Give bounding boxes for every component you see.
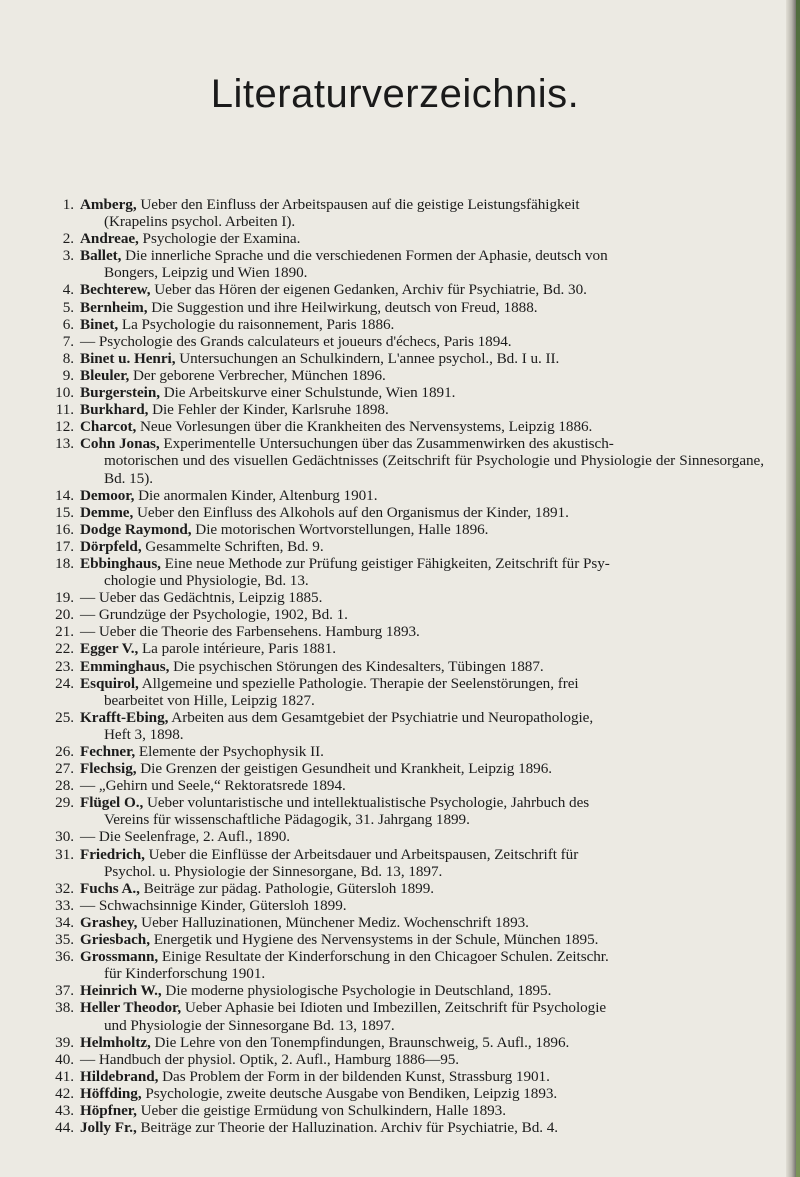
reference-author: Burkhard, (80, 401, 149, 419)
reference-text: Ueber den Einfluss der Arbeitspausen auf die geistige Leistungsfähigkeit (136, 196, 580, 213)
reference-entry (0, 846, 790, 880)
reference-text: Beiträge zur pädag. Pathologie, Gütersloh 1899. (139, 879, 435, 897)
reference-number: 35 . (28, 931, 74, 948)
reference-number: 19 . (28, 589, 74, 606)
reference-first-line (80, 367, 386, 384)
reference-author: Egger V., (80, 640, 139, 658)
reference-text: Psychologie, zweite deutsche Ausgabe von Bendiken, Leipzig 1893. (141, 1084, 558, 1102)
reference-entry (0, 675, 790, 709)
reference-text: Ueber den Einfluss des Alkohols auf den Organismus der Kinder, 1891. (133, 503, 569, 521)
reference-number: 7 . (28, 333, 74, 350)
reference-entry (0, 333, 790, 350)
reference-number: 14 . (28, 487, 74, 504)
reference-entry (0, 401, 790, 418)
reference-text: Eine neue Methode zur Prüfung geistiger Fähigkeiten, Zeitschrift für Psy- (160, 554, 610, 572)
reference-entry (0, 948, 790, 982)
reference-author: Amberg, (80, 196, 137, 213)
reference-entry (0, 247, 790, 281)
reference-author: Ebbinghaus, (80, 554, 161, 572)
reference-number: 10 . (28, 384, 74, 401)
reference-text: Ueber die geistige Ermüdung von Schulkindern, Halle 1893. (136, 1101, 506, 1119)
reference-first-line (80, 196, 580, 213)
reference-text: La Psychologie du raisonnement, Paris 1886. (118, 315, 395, 333)
reference-number: 43 . (28, 1102, 74, 1119)
reference-first-line (80, 675, 579, 692)
reference-number: 41 . (28, 1068, 74, 1085)
reference-number: 6 . (28, 316, 74, 333)
reference-first-line (80, 538, 324, 555)
reference-number: 25 . (28, 709, 74, 726)
reference-number: 38 . (28, 999, 74, 1016)
reference-author: Helmholtz, (80, 1033, 151, 1051)
reference-entry (0, 230, 790, 247)
reference-author: Fuchs A., (80, 879, 140, 897)
reference-first-line (80, 435, 614, 452)
reference-author: Esquirol, (80, 674, 139, 692)
reference-author: Charcot, (80, 418, 137, 436)
reference-continuation: Heft 3, 1898. (104, 725, 184, 743)
reference-author: Emminghaus, (80, 657, 170, 675)
reference-text: — Ueber die Theorie des Farbensehens. Hamburg 1893. (80, 623, 420, 641)
reference-text: Ueber Halluzinationen, Münchener Mediz. Wochenschrift 1893. (137, 913, 529, 931)
reference-entry (0, 880, 790, 897)
reference-number: 3 . (28, 247, 74, 264)
reference-author: Heinrich W., (80, 982, 162, 1000)
reference-entry (0, 350, 790, 367)
reference-author: Binet u. Henri, (80, 349, 176, 367)
reference-author: Binet, (80, 315, 119, 333)
reference-entry (0, 589, 790, 606)
reference-author: Krafft-Ebing, (80, 708, 169, 726)
reference-first-line (80, 828, 290, 845)
reference-author: Bechterew, (80, 281, 151, 299)
reference-author: Andreae, (80, 230, 139, 248)
reference-entry (0, 623, 790, 640)
reference-author: Ballet, (80, 247, 122, 265)
page-title: Literaturverzeichnis. (210, 72, 580, 116)
reference-first-line (80, 401, 389, 418)
reference-text: Untersuchungen an Schulkindern, L'annee psychol., Bd. I u. II. (175, 349, 560, 367)
reference-entry (0, 1119, 790, 1136)
reference-text: Der geborene Verbrecher, München 1896. (129, 366, 386, 384)
reference-number: 21 . (28, 623, 74, 640)
reference-number: 26 . (28, 743, 74, 760)
reference-first-line (80, 777, 346, 794)
reference-entry (0, 504, 790, 521)
reference-entry (0, 606, 790, 623)
reference-author: Flügel O., (80, 794, 144, 812)
reference-author: Demoor, (80, 486, 135, 504)
reference-first-line (80, 247, 608, 264)
reference-number: 2 . (28, 230, 74, 247)
reference-entry (0, 1051, 790, 1068)
reference-entry (0, 743, 790, 760)
reference-first-line (80, 1034, 569, 1051)
reference-first-line (80, 281, 587, 298)
reference-text: Elemente der Psychophysik II. (135, 743, 324, 760)
reference-first-line (80, 794, 589, 811)
page-edge-binding (796, 0, 800, 1177)
reference-first-line (80, 555, 610, 572)
reference-text: Ueber die Einflüsse der Arbeitsdauer und Arbeitspausen, Zeitschrift für (144, 845, 579, 863)
reference-entry (0, 760, 790, 777)
reference-first-line (80, 606, 348, 623)
reference-author: Heller Theodor, (80, 999, 182, 1017)
reference-author: Hildebrand, (80, 1067, 159, 1085)
reference-number: 17 . (28, 538, 74, 555)
reference-author: Jolly Fr., (80, 1119, 137, 1137)
reference-author: Fechner, (80, 743, 136, 760)
reference-text: Ueber voluntaristische und intellektualistische Psychologie, Jahrbuch des (143, 794, 590, 812)
reference-entry (0, 367, 790, 384)
reference-entry (0, 982, 790, 999)
reference-text: Das Problem der Form in der bildenden Kunst, Strassburg 1901. (158, 1067, 550, 1085)
reference-text: Einige Resultate der Kinderforschung in den Chicagoer Schulen. Zeitschr. (158, 948, 609, 966)
reference-author: Höpfner, (80, 1101, 137, 1119)
reference-first-line (80, 384, 455, 401)
reference-entry (0, 640, 790, 657)
reference-continuation: Bongers, Leipzig und Wien 1890. (104, 264, 308, 282)
reference-continuation: Psychol. u. Physiologie der Sinnesorgane, Bd. 13, 1897. (104, 862, 443, 880)
reference-first-line (80, 760, 552, 777)
reference-number: 12 . (28, 418, 74, 435)
reference-text: Die motorischen Wortvorstellungen, Halle 1896. (191, 520, 489, 538)
reference-number: 27 . (28, 760, 74, 777)
reference-number: 8 . (28, 350, 74, 367)
reference-number: 18 . (28, 555, 74, 572)
reference-text: Neue Vorlesungen über die Krankheiten des Nervensystems, Leipzig 1886. (136, 418, 593, 436)
reference-text: Ueber das Hören der eigenen Gedanken, Archiv für Psychiatrie, Bd. 30. (150, 281, 587, 299)
reference-number: 44 . (28, 1119, 74, 1136)
reference-text: — Ueber das Gedächtnis, Leipzig 1885. (80, 589, 323, 607)
reference-first-line (80, 897, 347, 914)
reference-number: 33 . (28, 897, 74, 914)
reference-continuation: und Physiologie der Sinnesorgane Bd. 13, 1897. (104, 1016, 395, 1034)
reference-number: 31 . (28, 846, 74, 863)
reference-number: 13 . (28, 435, 74, 452)
reference-first-line (80, 931, 598, 948)
reference-first-line (80, 333, 512, 350)
reference-author: Dörpfeld, (80, 537, 142, 555)
reference-number: 11 . (28, 401, 74, 418)
reference-number: 34 . (28, 914, 74, 931)
reference-list (0, 196, 790, 1136)
reference-number: 29 . (28, 794, 74, 811)
reference-continuation: für Kinderforschung 1901. (104, 965, 266, 983)
reference-text: — Handbuch der physiol. Optik, 2. Aufl., Hamburg 1886—95. (80, 1050, 460, 1068)
reference-author: Grossmann, (80, 948, 159, 966)
reference-entry (0, 1034, 790, 1051)
reference-first-line (80, 914, 529, 931)
reference-author: Flechsig, (80, 760, 137, 778)
reference-continuation: chologie und Physiologie, Bd. 13. (104, 572, 309, 590)
reference-author: Griesbach, (80, 931, 150, 949)
reference-text: Arbeiten aus dem Gesamtgebiet der Psychiatrie und Neuropathologie, (168, 708, 594, 726)
reference-text: Experimentelle Untersuchungen über das Zusammenwirken des akustisch- (159, 435, 614, 453)
reference-text: Die Lehre von den Tonempfindungen, Braunschweig, 5. Aufl., 1896. (150, 1033, 570, 1051)
reference-number: 32 . (28, 880, 74, 897)
reference-number: 39 . (28, 1034, 74, 1051)
reference-entry (0, 316, 790, 333)
reference-entry (0, 709, 790, 743)
reference-first-line (80, 418, 592, 435)
reference-number: 30 . (28, 828, 74, 845)
reference-continuation: motorischen und des visuellen Gedächtnisses (Zeitschrift für Psychologie und Physiologie der Sinnesorgane, Bd. 15). (104, 452, 764, 487)
reference-continuation: Vereins für wissenschaftliche Pädagogik, 31. Jahrgang 1899. (104, 811, 470, 829)
reference-first-line (80, 1068, 550, 1085)
reference-entry (0, 999, 790, 1033)
reference-text: Die anormalen Kinder, Altenburg 1901. (134, 486, 378, 504)
reference-author: Friedrich, (80, 845, 145, 863)
reference-number: 4 . (28, 281, 74, 298)
reference-entry (0, 828, 790, 845)
reference-entry (0, 1068, 790, 1085)
reference-author: Demme, (80, 503, 134, 521)
reference-entry (0, 196, 790, 230)
reference-author: Höffding, (80, 1084, 142, 1102)
reference-number: 16 . (28, 521, 74, 538)
reference-first-line (80, 640, 336, 657)
reference-text: Ueber Aphasie bei Idioten und Imbezillen, Zeitschrift für Psychologie (181, 999, 607, 1017)
reference-first-line (80, 982, 551, 999)
reference-first-line (80, 316, 394, 333)
reference-first-line (80, 709, 593, 726)
reference-entry (0, 794, 790, 828)
reference-text: — „Gehirn und Seele,“ Rektoratsrede 1894. (80, 777, 346, 795)
reference-author: Grashey, (80, 913, 138, 931)
reference-text: Die Grenzen der geistigen Gesundheit und Krankheit, Leipzig 1896. (136, 760, 552, 778)
reference-first-line (80, 230, 300, 247)
reference-number: 40 . (28, 1051, 74, 1068)
reference-entry (0, 281, 790, 298)
reference-text: — Schwachsinnige Kinder, Gütersloh 1899. (80, 896, 347, 914)
reference-number: 23 . (28, 658, 74, 675)
reference-text: — Grundzüge der Psychologie, 1902, Bd. 1. (80, 606, 348, 624)
reference-first-line (80, 999, 606, 1016)
reference-first-line (80, 1102, 506, 1119)
reference-first-line (80, 623, 420, 640)
reference-entry (0, 538, 790, 555)
reference-first-line (80, 504, 569, 521)
reference-text: Die psychischen Störungen des Kindesalters, Tübingen 1887. (169, 657, 544, 675)
reference-entry (0, 1085, 790, 1102)
reference-number: 9 . (28, 367, 74, 384)
reference-text: Die Arbeitskurve einer Schulstunde, Wien 1891. (159, 384, 456, 402)
reference-entry (0, 299, 790, 316)
reference-entry (0, 914, 790, 931)
reference-number: 1 . (28, 196, 74, 213)
reference-number: 5 . (28, 299, 74, 316)
reference-first-line (80, 589, 322, 606)
reference-entry (0, 555, 790, 589)
reference-text: Psychologie der Examina. (138, 230, 301, 248)
reference-text: Beiträge zur Theorie der Halluzination. Archiv für Psychiatrie, Bd. 4. (136, 1119, 559, 1137)
reference-first-line (80, 1085, 557, 1102)
reference-entry (0, 658, 790, 675)
reference-text: Die Suggestion und ihre Heilwirkung, deutsch von Freud, 1888. (147, 298, 538, 316)
reference-entry (0, 521, 790, 538)
reference-first-line (80, 487, 377, 504)
reference-text: Energetik und Hygiene des Nervensystems in der Schule, München 1895. (149, 931, 599, 949)
reference-entry (0, 777, 790, 794)
reference-author: Cohn Jonas, (80, 435, 160, 453)
reference-text: Die Fehler der Kinder, Karlsruhe 1898. (148, 401, 389, 419)
reference-first-line (80, 948, 609, 965)
reference-text: — Psychologie des Grands calculateurs et joueurs d'échecs, Paris 1894. (80, 332, 512, 350)
reference-first-line (80, 880, 434, 897)
reference-first-line (80, 846, 578, 863)
reference-entry (0, 384, 790, 401)
reference-entry (0, 897, 790, 914)
reference-number: 36 . (28, 948, 74, 965)
reference-author: Bleuler, (80, 366, 130, 384)
reference-text: Gesammelte Schriften, Bd. 9. (141, 537, 324, 555)
reference-entry (0, 487, 790, 504)
reference-text: — Die Seelenfrage, 2. Aufl., 1890. (80, 828, 291, 846)
reference-first-line (80, 521, 488, 538)
reference-text: Die innerliche Sprache und die verschiedenen Formen der Aphasie, deutsch von (121, 247, 608, 265)
reference-author: Burgerstein, (80, 384, 160, 402)
reference-number: 37 . (28, 982, 74, 999)
reference-first-line (80, 1051, 459, 1068)
reference-number: 15 . (28, 504, 74, 521)
reference-first-line (80, 743, 324, 760)
reference-first-line (80, 299, 538, 316)
reference-continuation: bearbeitet von Hille, Leipzig 1827. (104, 691, 315, 709)
reference-number: 42 . (28, 1085, 74, 1102)
reference-number: 24 . (28, 675, 74, 692)
reference-author: Bernheim, (80, 298, 148, 316)
reference-entry (0, 435, 790, 486)
reference-entry (0, 418, 790, 435)
reference-text: Die moderne physiologische Psychologie in Deutschland, 1895. (161, 982, 552, 1000)
reference-continuation: (Krapelins psychol. Arbeiten I). (104, 213, 296, 231)
reference-text: La parole intérieure, Paris 1881. (138, 640, 336, 658)
reference-number: 28 . (28, 777, 74, 794)
reference-author: Dodge Raymond, (80, 520, 192, 538)
reference-first-line (80, 1119, 558, 1136)
reference-first-line (80, 658, 544, 675)
reference-text: Allgemeine und spezielle Pathologie. Therapie der Seelenstörungen, frei (138, 674, 579, 692)
reference-entry (0, 1102, 790, 1119)
reference-number: 22 . (28, 640, 74, 657)
reference-number: 20 . (28, 606, 74, 623)
reference-first-line (80, 350, 559, 367)
reference-entry (0, 931, 790, 948)
